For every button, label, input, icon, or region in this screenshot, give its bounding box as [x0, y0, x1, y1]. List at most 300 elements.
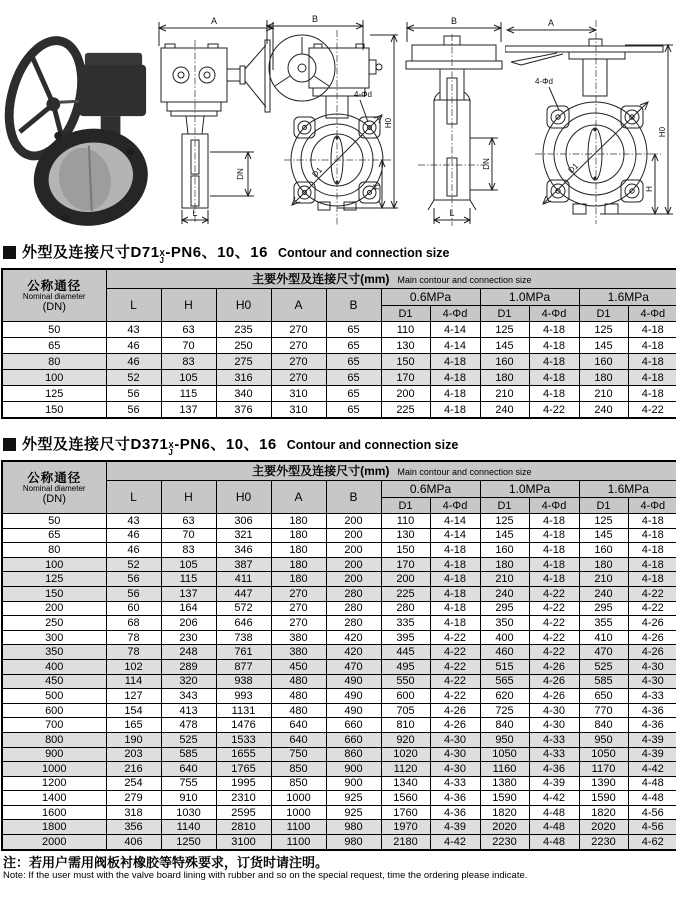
- cell-value: 110: [381, 514, 430, 529]
- cell-value: 248: [161, 645, 216, 660]
- cell-value: 410: [579, 630, 628, 645]
- cell-value: 4-33: [628, 689, 676, 704]
- cell-value: 4-22: [628, 586, 676, 601]
- dim-label-bolt-holes: 4-Φd: [354, 90, 372, 99]
- cell-value: 83: [161, 543, 216, 558]
- cell-value: 145: [480, 338, 529, 354]
- cell-value: 980: [326, 820, 381, 835]
- cell-value: 4-22: [430, 689, 480, 704]
- cell-value: 56: [106, 386, 161, 402]
- cell-dn: 500: [2, 689, 106, 704]
- cell-value: 289: [161, 659, 216, 674]
- cell-value: 850: [271, 776, 326, 791]
- col-header-holes: 4-Φd: [529, 498, 579, 514]
- cell-value: 4-26: [628, 645, 676, 660]
- cell-dn: 800: [2, 732, 106, 747]
- cell-value: 1050: [480, 747, 529, 762]
- cell-value: 840: [579, 718, 628, 733]
- cell-value: 480: [271, 703, 326, 718]
- col-header-holes: 4-Φd: [430, 306, 480, 322]
- cell-value: 1380: [480, 776, 529, 791]
- col-header-d1: D1: [381, 498, 430, 514]
- cell-value: 4-18: [430, 586, 480, 601]
- cell-value: 180: [271, 514, 326, 529]
- cell-value: 460: [480, 645, 529, 660]
- table-row-dn-80: [2, 543, 676, 558]
- cell-value: 4-22: [529, 645, 579, 660]
- table-row-dn-125: [2, 572, 676, 587]
- cell-value: 170: [381, 370, 430, 386]
- cell-value: 738: [216, 630, 271, 645]
- cell-value: 2230: [579, 835, 628, 850]
- table-row-dn-900: [2, 747, 676, 762]
- spec-table-d371: [1, 460, 676, 851]
- col-header-h0: H0: [216, 481, 271, 514]
- cell-value: 102: [106, 659, 161, 674]
- cell-value: 1390: [579, 776, 628, 791]
- cell-value: 660: [326, 732, 381, 747]
- col-header-d1: D1: [579, 306, 628, 322]
- cell-value: 4-22: [430, 630, 480, 645]
- cell-value: 63: [161, 514, 216, 529]
- cell-value: 4-18: [529, 514, 579, 529]
- cell-value: 180: [271, 543, 326, 558]
- cell-value: 4-18: [430, 354, 480, 370]
- cell-value: 2020: [579, 820, 628, 835]
- cell-value: 270: [271, 370, 326, 386]
- dim-label-d1: D1: [566, 161, 581, 175]
- cell-value: 380: [271, 630, 326, 645]
- col-header-p16: 1.6MPa: [579, 481, 676, 498]
- cell-value: 180: [579, 557, 628, 572]
- cell-value: 640: [271, 718, 326, 733]
- table-row-dn-1800: [2, 820, 676, 835]
- dim-label-h0: H0: [384, 117, 393, 129]
- cell-value: 63: [161, 322, 216, 338]
- cell-value: 180: [271, 528, 326, 543]
- cell-value: 125: [579, 322, 628, 338]
- cell-value: 1590: [579, 791, 628, 806]
- cell-value: 137: [161, 586, 216, 601]
- cell-dn: 350: [2, 645, 106, 660]
- cell-value: 4-18: [628, 386, 676, 402]
- cell-value: 130: [381, 528, 430, 543]
- table-row-dn-1000: [2, 762, 676, 777]
- cell-value: 295: [579, 601, 628, 616]
- table-row-dn-125: [2, 386, 676, 402]
- cell-value: 4-18: [430, 402, 480, 419]
- cell-value: 565: [480, 674, 529, 689]
- cell-value: 4-18: [430, 370, 480, 386]
- cell-value: 180: [579, 370, 628, 386]
- butterfly-valve-photo-image: [2, 12, 152, 230]
- cell-value: 160: [480, 354, 529, 370]
- cell-value: 4-18: [430, 616, 480, 631]
- cell-value: 4-18: [628, 572, 676, 587]
- col-header-p16: 1.6MPa: [579, 289, 676, 306]
- cell-value: 240: [579, 402, 628, 419]
- cell-value: 1120: [381, 762, 430, 777]
- cell-value: 4-48: [529, 805, 579, 820]
- cell-value: 4-18: [529, 338, 579, 354]
- cell-value: 343: [161, 689, 216, 704]
- cell-value: 356: [106, 820, 161, 835]
- cell-dn: 125: [2, 572, 106, 587]
- cell-value: 725: [480, 703, 529, 718]
- cell-value: 125: [480, 514, 529, 529]
- cell-value: 1765: [216, 762, 271, 777]
- cell-value: 4-26: [628, 630, 676, 645]
- cell-value: 1250: [161, 835, 216, 850]
- cell-value: 65: [326, 402, 381, 419]
- table-row-dn-250: [2, 616, 676, 631]
- cell-value: 585: [161, 747, 216, 762]
- cell-value: 478: [161, 718, 216, 733]
- cell-value: 4-18: [529, 543, 579, 558]
- col-header-holes: 4-Φd: [529, 306, 579, 322]
- table-row-dn-350: [2, 645, 676, 660]
- cell-value: 60: [106, 601, 161, 616]
- cell-value: 4-18: [430, 557, 480, 572]
- cell-dn: 2000: [2, 835, 106, 850]
- col-header-holes: 4-Φd: [628, 306, 676, 322]
- cell-value: 395: [381, 630, 430, 645]
- cell-value: 4-39: [430, 820, 480, 835]
- col-header-d1: D1: [480, 306, 529, 322]
- cell-value: 52: [106, 557, 161, 572]
- cell-value: 65: [326, 386, 381, 402]
- cell-value: 1340: [381, 776, 430, 791]
- cell-value: 1533: [216, 732, 271, 747]
- cell-value: 203: [106, 747, 161, 762]
- cell-value: 280: [326, 586, 381, 601]
- cell-value: 4-18: [529, 386, 579, 402]
- table-row-dn-200: [2, 601, 676, 616]
- cell-value: 216: [106, 762, 161, 777]
- cell-value: 180: [480, 370, 529, 386]
- cell-value: 4-48: [628, 776, 676, 791]
- col-header-p06: 0.6MPa: [381, 481, 480, 498]
- cell-value: 225: [381, 402, 430, 419]
- cell-value: 4-22: [430, 674, 480, 689]
- table-row-dn-2000: [2, 835, 676, 850]
- model-superscript-stack: X J: [168, 441, 175, 457]
- model-superscript-stack: X J: [159, 249, 166, 265]
- cell-value: 4-14: [430, 528, 480, 543]
- cell-value: 1970: [381, 820, 430, 835]
- table-row-dn-50: [2, 322, 676, 338]
- cell-dn: 1400: [2, 791, 106, 806]
- cell-value: 240: [480, 586, 529, 601]
- cell-value: 515: [480, 659, 529, 674]
- cell-value: 993: [216, 689, 271, 704]
- cell-value: 640: [271, 732, 326, 747]
- cell-value: 4-42: [529, 791, 579, 806]
- dim-label-a: A: [547, 18, 555, 28]
- cell-dn: 450: [2, 674, 106, 689]
- cell-value: 4-42: [628, 762, 676, 777]
- cell-value: 200: [326, 528, 381, 543]
- cell-value: 420: [326, 630, 381, 645]
- cell-value: 150: [381, 354, 430, 370]
- table-row-dn-150: [2, 402, 676, 419]
- cell-value: 225: [381, 586, 430, 601]
- cell-value: 310: [271, 402, 326, 419]
- cell-value: 4-18: [529, 528, 579, 543]
- section-title-cn: 外型及连接尺寸D371 X J -PN6、10、16: [22, 436, 277, 457]
- cell-value: 43: [106, 514, 161, 529]
- cell-value: 270: [271, 616, 326, 631]
- cell-value: 840: [480, 718, 529, 733]
- cell-value: 4-18: [628, 354, 676, 370]
- col-header-d1: D1: [381, 306, 430, 322]
- cell-dn: 65: [2, 528, 106, 543]
- cell-value: 65: [326, 322, 381, 338]
- cell-value: 295: [480, 601, 529, 616]
- cell-value: 56: [106, 402, 161, 419]
- cell-value: 4-33: [430, 776, 480, 791]
- cell-value: 4-18: [628, 370, 676, 386]
- cell-value: 4-39: [529, 776, 579, 791]
- cell-dn: 80: [2, 354, 106, 370]
- cell-value: 447: [216, 586, 271, 601]
- cell-value: 70: [161, 338, 216, 354]
- cell-value: 154: [106, 703, 161, 718]
- cell-value: 1476: [216, 718, 271, 733]
- cell-value: 4-30: [529, 718, 579, 733]
- dim-label-bolt-holes: 4-Φd: [535, 77, 553, 86]
- cell-value: 4-18: [430, 572, 480, 587]
- cell-dn: 250: [2, 616, 106, 631]
- cell-value: 164: [161, 601, 216, 616]
- cell-value: 1000: [271, 805, 326, 820]
- cell-value: 180: [271, 572, 326, 587]
- cell-value: 240: [579, 586, 628, 601]
- cell-value: 200: [326, 514, 381, 529]
- col-header-holes: 4-Φd: [628, 498, 676, 514]
- d71-side-view-drawing: [152, 12, 280, 235]
- cell-value: 4-30: [628, 674, 676, 689]
- cell-value: 900: [326, 762, 381, 777]
- dim-label-dn: DN: [236, 168, 245, 180]
- cell-value: 925: [326, 791, 381, 806]
- cell-value: 318: [106, 805, 161, 820]
- cell-value: 83: [161, 354, 216, 370]
- cell-value: 4-42: [430, 835, 480, 850]
- cell-value: 4-22: [529, 601, 579, 616]
- cell-value: 4-62: [628, 835, 676, 850]
- cell-value: 4-30: [430, 747, 480, 762]
- section-title-en: Contour and connection size: [286, 437, 459, 452]
- cell-value: 600: [381, 689, 430, 704]
- cell-value: 4-22: [529, 402, 579, 419]
- cell-value: 925: [326, 805, 381, 820]
- cell-value: 4-26: [628, 616, 676, 631]
- cell-value: 376: [216, 402, 271, 419]
- cell-value: 137: [161, 402, 216, 419]
- cell-value: 387: [216, 557, 271, 572]
- footnote-en: Note: If the user must with the valve board lining with rubber and so on the special request, time the ordering please indicate.: [3, 869, 528, 881]
- cell-value: 170: [381, 557, 430, 572]
- cell-value: 470: [326, 659, 381, 674]
- cell-value: 310: [271, 386, 326, 402]
- cell-value: 4-18: [430, 543, 480, 558]
- cell-value: 4-30: [628, 659, 676, 674]
- cell-value: 4-18: [628, 514, 676, 529]
- d71-front-view-drawing: [262, 10, 402, 237]
- table-row-dn-65: [2, 338, 676, 354]
- cell-dn: 1200: [2, 776, 106, 791]
- cell-dn: 100: [2, 370, 106, 386]
- cell-value: 406: [106, 835, 161, 850]
- cell-value: 316: [216, 370, 271, 386]
- dim-label-b: B: [450, 16, 458, 26]
- cell-value: 254: [106, 776, 161, 791]
- cell-value: 4-36: [628, 703, 676, 718]
- cell-value: 4-30: [430, 762, 480, 777]
- cell-dn: 125: [2, 386, 106, 402]
- table-row-dn-450: [2, 674, 676, 689]
- cell-value: 65: [326, 370, 381, 386]
- cell-value: 705: [381, 703, 430, 718]
- col-header-main-group: 主要外型及连接尺寸(mm) Main contour and connection size: [106, 461, 676, 481]
- cell-value: 4-36: [529, 762, 579, 777]
- col-header-l: L: [106, 481, 161, 514]
- black-square-bullet: [3, 438, 16, 451]
- table-row-dn-500: [2, 689, 676, 704]
- dim-label-l: L: [192, 208, 198, 218]
- cell-value: 210: [480, 572, 529, 587]
- table-row-dn-1200: [2, 776, 676, 791]
- dim-label-h: H: [372, 184, 381, 190]
- cell-value: 900: [326, 776, 381, 791]
- cell-value: 920: [381, 732, 430, 747]
- col-header-d1: D1: [579, 498, 628, 514]
- cell-value: 1050: [579, 747, 628, 762]
- cell-value: 572: [216, 601, 271, 616]
- cell-value: 620: [480, 689, 529, 704]
- cell-value: 3100: [216, 835, 271, 850]
- cell-value: 200: [381, 572, 430, 587]
- cell-value: 1995: [216, 776, 271, 791]
- col-header-l: L: [106, 289, 161, 322]
- cell-value: 4-33: [529, 747, 579, 762]
- cell-dn: 50: [2, 514, 106, 529]
- cell-value: 200: [326, 543, 381, 558]
- section-title-d71: [3, 241, 449, 264]
- cell-value: 4-18: [628, 528, 676, 543]
- cell-value: 4-18: [529, 572, 579, 587]
- cell-value: 70: [161, 528, 216, 543]
- cell-value: 525: [579, 659, 628, 674]
- cell-dn: 600: [2, 703, 106, 718]
- cell-value: 165: [106, 718, 161, 733]
- table-row-dn-1400: [2, 791, 676, 806]
- cell-value: 78: [106, 645, 161, 660]
- cell-value: 750: [271, 747, 326, 762]
- col-header-a: A: [271, 481, 326, 514]
- cell-value: 420: [326, 645, 381, 660]
- cell-value: 646: [216, 616, 271, 631]
- cell-value: 270: [271, 322, 326, 338]
- cell-value: 640: [161, 762, 216, 777]
- cell-value: 4-48: [529, 835, 579, 850]
- cell-value: 210: [480, 386, 529, 402]
- col-header-p10: 1.0MPa: [480, 289, 579, 306]
- dim-label-h0: H0: [658, 126, 667, 138]
- cell-value: 65: [326, 338, 381, 354]
- cell-value: 65: [326, 354, 381, 370]
- footnote: [3, 856, 527, 882]
- cell-value: 46: [106, 543, 161, 558]
- table-row-dn-300: [2, 630, 676, 645]
- dim-label-a: A: [210, 16, 218, 26]
- cell-value: 4-14: [430, 322, 480, 338]
- cell-value: 4-18: [430, 601, 480, 616]
- col-header-a: A: [271, 289, 326, 322]
- cell-value: 4-18: [628, 338, 676, 354]
- cell-value: 2230: [480, 835, 529, 850]
- cell-value: 4-48: [529, 820, 579, 835]
- cell-value: 490: [326, 674, 381, 689]
- cell-value: 755: [161, 776, 216, 791]
- cell-value: 4-22: [628, 402, 676, 419]
- cell-value: 280: [326, 601, 381, 616]
- cell-value: 145: [579, 338, 628, 354]
- cell-value: 160: [579, 543, 628, 558]
- cell-value: 4-26: [430, 718, 480, 733]
- cell-value: 4-48: [628, 791, 676, 806]
- col-header-main-group: 主要外型及连接尺寸(mm) Main contour and connection size: [106, 269, 676, 289]
- dim-label-d1: D1: [310, 165, 325, 180]
- cell-value: 56: [106, 586, 161, 601]
- cell-dn: 900: [2, 747, 106, 762]
- cell-value: 4-18: [529, 370, 579, 386]
- cell-value: 4-26: [430, 703, 480, 718]
- cell-dn: 50: [2, 322, 106, 338]
- cell-value: 115: [161, 386, 216, 402]
- valve-photo: [2, 12, 152, 235]
- cell-value: 480: [271, 674, 326, 689]
- d371-side-view-drawing: [398, 12, 510, 235]
- cell-value: 810: [381, 718, 430, 733]
- cell-value: 46: [106, 354, 161, 370]
- cell-value: 550: [381, 674, 430, 689]
- cell-value: 411: [216, 572, 271, 587]
- cell-value: 105: [161, 557, 216, 572]
- cell-value: 2310: [216, 791, 271, 806]
- d371-front-view-drawing: [505, 12, 676, 235]
- cell-value: 4-22: [529, 586, 579, 601]
- cell-value: 56: [106, 572, 161, 587]
- cell-dn: 65: [2, 338, 106, 354]
- cell-value: 150: [381, 543, 430, 558]
- cell-value: 306: [216, 514, 271, 529]
- cell-value: 480: [271, 689, 326, 704]
- cell-value: 1100: [271, 820, 326, 835]
- cell-value: 279: [106, 791, 161, 806]
- table-row-dn-50: [2, 514, 676, 529]
- cell-value: 4-18: [628, 543, 676, 558]
- cell-value: 1020: [381, 747, 430, 762]
- cell-dn: 150: [2, 586, 106, 601]
- cell-value: 190: [106, 732, 161, 747]
- cell-dn: 150: [2, 402, 106, 419]
- cell-dn: 1600: [2, 805, 106, 820]
- cell-value: 4-18: [529, 354, 579, 370]
- cell-value: 4-22: [628, 601, 676, 616]
- cell-value: 210: [579, 386, 628, 402]
